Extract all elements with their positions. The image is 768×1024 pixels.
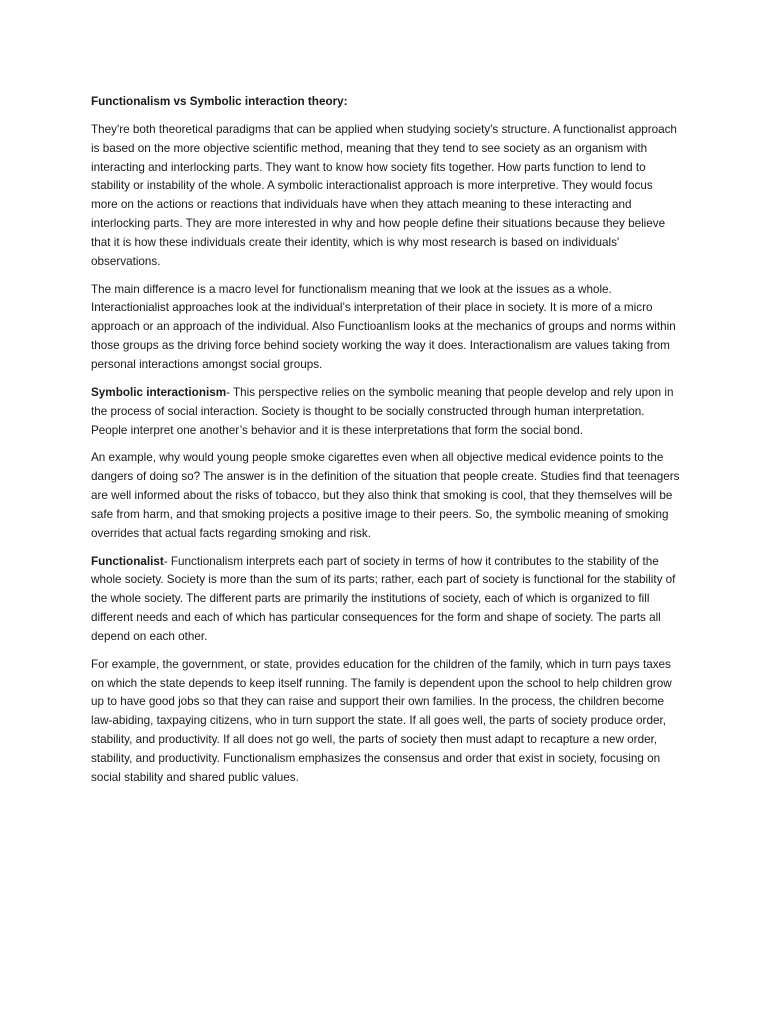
- paragraph-smoking-example: [91, 449, 681, 543]
- document-title: Functionalism vs Symbolic interaction theory:: [91, 95, 348, 108]
- paragraph-main-difference: [91, 281, 681, 375]
- paragraph-text: An example, why would young people smoke cigarettes even when all objective medical evidence points to the dangers of doing so? The answer is in the definition of the situation that people create. Studies find that teenagers are well informed about the risks of tobacco, but they also think that smoking is cool, that they themselves will be safe from harm, and that smoking projects a positive image to their peers. So, the symbolic meaning of smoking overrides that actual facts regarding smoking and risk.: [91, 451, 680, 540]
- document-page: [91, 93, 681, 797]
- paragraph-text: - This perspective relies on the symbolic meaning that people develop and rely upon in the process of social interaction. Society is thought to be socially constructed through human interpretation. People interpret one another’s behavior and it is these interpretations that form the social bond.: [91, 385, 674, 437]
- paragraph-lead-term: Symbolic interactionism: [91, 385, 227, 399]
- paragraph-text: For example, the government, or state, provides education for the children of the family, which in turn pays taxes on which the state depends to keep itself running. The family is dependent upon the school to help children grow up to have good jobs so that they can raise and support their own families. In the process, the children become law-abiding, taxpaying citizens, who in turn support the state. If all goes well, the parts of society produce order, stability, and productivity. If all does not go well, the parts of society then must adapt to recapture a new order, stability, and productivity. Functionalism emphasizes the consensus and order that exist in society, focusing on social stability and shared public values.: [91, 657, 672, 784]
- paragraph-text: - Functionalism interprets each part of society in terms of how it contributes to the stability of the whole society. Society is more than the sum of its parts; rather, each part of society is functional for the stability of the whole society. The different parts are primarily the institutions of society, each of which is organized to fill different needs and each of which has particular consequences for the form and shape of society. The parts all depend on each other.: [91, 554, 676, 643]
- paragraph-intro: [91, 121, 681, 272]
- paragraph-lead-term: Functionalist: [91, 554, 164, 568]
- paragraph-symbolic-interactionism: [91, 384, 681, 441]
- paragraph-text: The main difference is a macro level for functionalism meaning that we look at the issues as a whole. Interactionialist approaches look at the individual’s interpretation of their place in society. It is more of a micro approach or an approach of the individual. Also Functioanlism looks at the mechanics of groups and norms within those groups as the driving force behind society working the way it does. Interactionalism are values taking from personal interactions amongst social groups.: [91, 282, 676, 371]
- paragraph-government-example: [91, 656, 681, 788]
- paragraph-functionalist: [91, 553, 681, 647]
- paragraph-text: They're both theoretical paradigms that can be applied when studying society's structure. A functionalist approach is based on the more objective scientific method, meaning that they tend to see society as an organism with interacting and interlocking parts. They want to know how society fits together. How parts function to lend to stability or instability of the whole. A symbolic interactionalist approach is more interpretive. They would focus more on the actions or reactions that individuals have when they attach meaning to these interacting and interlocking parts. They are more interested in why and how people define their situations because they believe that it is how these individuals create their identity, which is why most research is based on individuals' observations.: [91, 122, 677, 268]
